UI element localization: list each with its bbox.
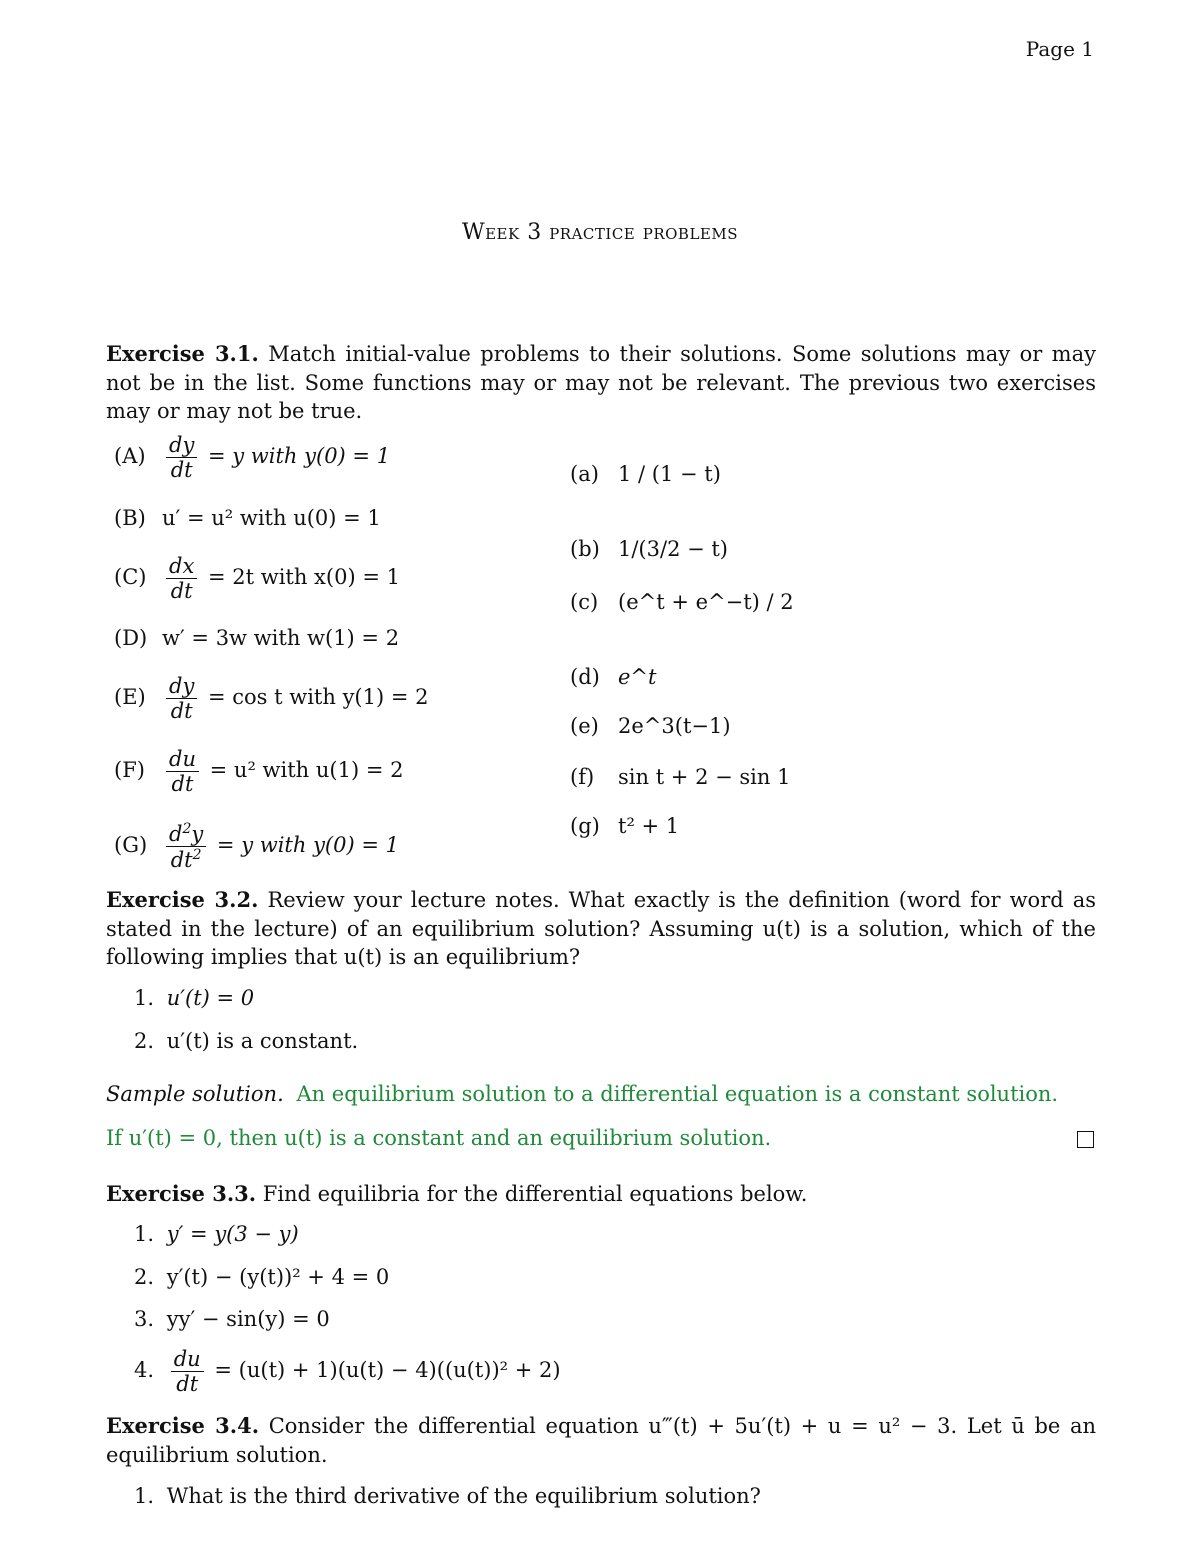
solution-label: (f) bbox=[570, 765, 595, 789]
problem-condition: u² with u(1) = 2 bbox=[233, 758, 404, 783]
solution-expr: 2e^3(t−1) bbox=[618, 714, 731, 738]
exercise-3-4-paragraph bbox=[106, 1412, 1096, 1469]
problem-label: (B) bbox=[114, 506, 146, 530]
page-number: Page 1 bbox=[1025, 37, 1094, 61]
sample-solution-line-1 bbox=[106, 1082, 1058, 1106]
exercise-3-3-item-4: 4. $\frac{du}{dt}$ = (u(t) + 1)(u(t) − 4)((u(t))² + 2) bbox=[134, 1347, 561, 1397]
list-number: 3. bbox=[134, 1307, 155, 1331]
exercise-3-3-paragraph bbox=[106, 1180, 1096, 1209]
exercise-3-2-item-2 bbox=[134, 1029, 358, 1053]
list-text: u′(t) = 0 bbox=[166, 986, 255, 1010]
problem-condition: u′ = u² with u(0) = 1 bbox=[162, 506, 381, 530]
list-number: 2. bbox=[134, 1265, 155, 1289]
problem-condition: 2t with x(0) = 1 bbox=[232, 565, 400, 590]
exercise-3-2-text: Review your lecture notes. What exactly is the definition (word for word as stated in the lecture) of an equilibrium solution? Assuming u(t) is a solution, which of the following implies that u(t) is an equilibrium? bbox=[106, 888, 1096, 969]
exercise-3-2-paragraph bbox=[106, 886, 1096, 972]
list-number: 2. bbox=[134, 1029, 155, 1053]
list-number: 4. bbox=[134, 1358, 155, 1383]
solution-expr: t² + 1 bbox=[618, 814, 680, 838]
solution-a bbox=[570, 462, 721, 486]
problem-label: (G) bbox=[114, 833, 148, 858]
solution-d bbox=[570, 665, 656, 689]
solution-c bbox=[570, 590, 794, 614]
list-text: = (u(t) + 1)(u(t) − 4)((u(t))² + 2) bbox=[214, 1358, 561, 1383]
exercise-3-4-text: Consider the differential equation u‴(t) + 5u′(t) + u = u² − 3. Let ū be an equilibrium solution. bbox=[106, 1414, 1096, 1467]
problem-F: (F) $\frac{du}{dt}$ = u² with u(1) = 2 bbox=[114, 747, 404, 797]
list-number: 1. bbox=[134, 1484, 155, 1508]
solution-label: (c) bbox=[570, 590, 599, 614]
exercise-3-1-text: Match initial-value problems to their solutions. Some solutions may or may not be in the list. Some functions may or may not be relevant. The previous two exercises may or may not be true. bbox=[106, 342, 1096, 423]
exercise-3-2-label: Exercise 3.2. bbox=[106, 887, 259, 912]
solution-label: (a) bbox=[570, 462, 599, 486]
problem-condition: y with y(0) = 1 bbox=[241, 833, 399, 858]
exercise-3-1-label: Exercise 3.1. bbox=[106, 341, 259, 366]
problem-label: (E) bbox=[114, 685, 146, 710]
solution-label: (d) bbox=[570, 665, 600, 689]
problem-label: (F) bbox=[114, 758, 145, 783]
list-text: y′ = y(3 − y) bbox=[166, 1222, 299, 1246]
problem-condition: y with y(0) = 1 bbox=[232, 444, 391, 469]
solution-expr: (e^t + e^−t) / 2 bbox=[618, 590, 794, 614]
solution-g bbox=[570, 814, 679, 838]
problem-E: (E) $\frac{dy}{dt}$ = cos t with y(1) = 2 bbox=[114, 674, 429, 724]
solution-expr: 1/(3/2 − t) bbox=[618, 537, 729, 561]
qed-square-icon bbox=[1077, 1131, 1094, 1148]
exercise-3-2-item-1 bbox=[134, 986, 254, 1010]
problem-G: (G) $\frac{d^2y}{dt^2}$ = y with y(0) = 1 bbox=[114, 821, 399, 873]
list-number: 1. bbox=[134, 986, 155, 1010]
solution-b bbox=[570, 537, 728, 561]
problem-B bbox=[114, 506, 381, 530]
problem-condition: cos t with y(1) = 2 bbox=[232, 685, 429, 710]
list-text: What is the third derivative of the equilibrium solution? bbox=[166, 1484, 761, 1508]
problem-A: (A) $\frac{dy}{dt}$ = y with y(0) = 1 bbox=[114, 433, 391, 483]
exercise-3-3-item-2 bbox=[134, 1265, 389, 1289]
problem-label: (D) bbox=[114, 626, 148, 650]
page-title: Week 3 practice problems bbox=[462, 220, 738, 245]
solution-expr: e^t bbox=[618, 665, 657, 689]
exercise-3-3-label: Exercise 3.3. bbox=[106, 1181, 257, 1206]
problem-label: (A) bbox=[114, 444, 146, 469]
list-text: y′(t) − (y(t))² + 4 = 0 bbox=[166, 1265, 390, 1289]
exercise-3-4-label: Exercise 3.4. bbox=[106, 1413, 260, 1438]
solution-expr: sin t + 2 − sin 1 bbox=[618, 765, 791, 789]
solution-e bbox=[570, 714, 731, 738]
problem-D bbox=[114, 626, 399, 650]
exercise-3-3-item-3 bbox=[134, 1307, 330, 1331]
list-text: u′(t) is a constant. bbox=[166, 1029, 359, 1053]
sample-solution-label: Sample solution. bbox=[106, 1082, 284, 1106]
problem-C: (C) $\frac{dx}{dt}$ = 2t with x(0) = 1 bbox=[114, 554, 400, 604]
problem-label: (C) bbox=[114, 565, 147, 590]
sample-solution-line-2: If u′(t) = 0, then u(t) is a constant and an equilibrium solution. bbox=[106, 1126, 772, 1150]
exercise-3-3-item-1 bbox=[134, 1222, 299, 1246]
problem-condition: w′ = 3w with w(1) = 2 bbox=[162, 626, 400, 650]
solution-label: (b) bbox=[570, 537, 600, 561]
solution-label: (e) bbox=[570, 714, 599, 738]
solution-expr: 1 / (1 − t) bbox=[618, 462, 721, 486]
solution-label: (g) bbox=[570, 814, 600, 838]
exercise-3-1-paragraph bbox=[106, 340, 1096, 426]
exercise-3-4-item-1 bbox=[134, 1484, 761, 1508]
exercise-3-3-text: Find equilibria for the differential equations below. bbox=[262, 1182, 808, 1206]
sample-solution-text: An equilibrium solution to a differential equation is a constant solution. bbox=[296, 1082, 1059, 1106]
list-text: yy′ − sin(y) = 0 bbox=[166, 1307, 330, 1331]
list-number: 1. bbox=[134, 1222, 155, 1246]
solution-f bbox=[570, 765, 790, 789]
